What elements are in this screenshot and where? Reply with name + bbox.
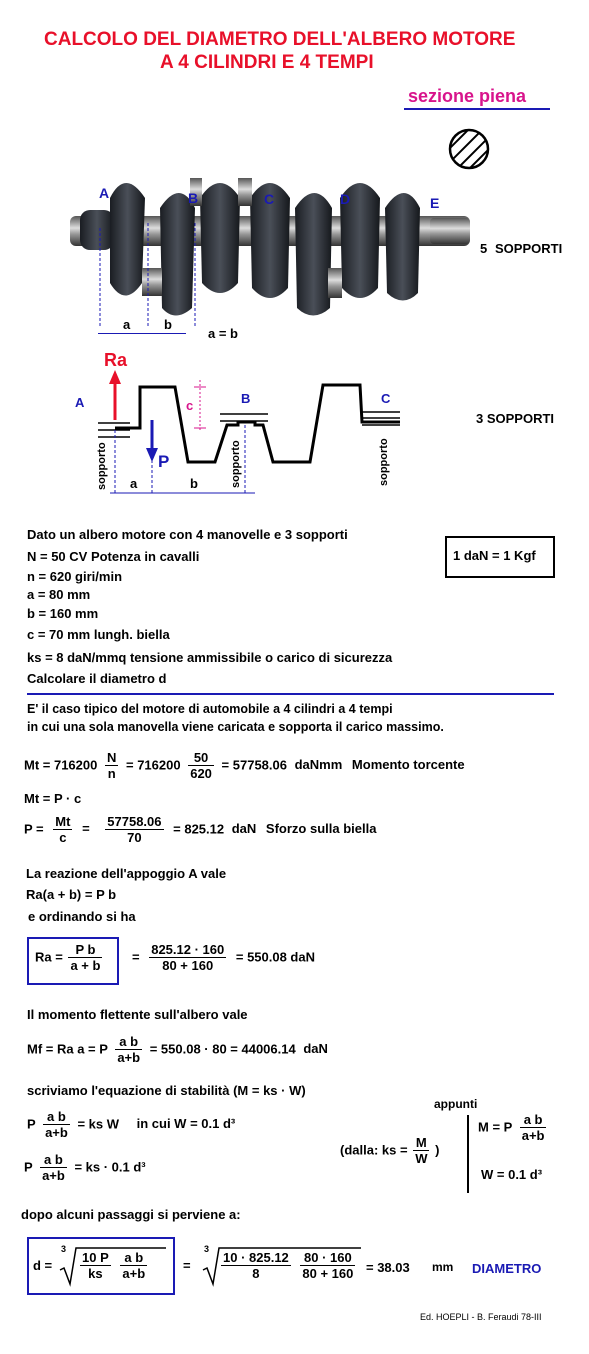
photo-dim-a: a [123,317,131,332]
p-den1: c [59,830,67,845]
schema-support-a: sopporto [96,442,108,490]
stab1-cui: in cui W = 0.1 d³ [136,1116,236,1132]
p-formula [24,814,376,846]
mt-num1: N [106,750,117,765]
ra-den: a + b [70,958,101,973]
photo-label-e: E [430,195,440,211]
d-d3: 8 [252,1266,260,1281]
given-line: n = 620 giri/min [27,569,123,584]
mt-unit: daNmm [294,757,343,773]
conversion-text: 1 daN = 1 Kgf [453,548,536,563]
mt-den1: n [107,766,116,781]
mt-den2: 620 [190,766,212,781]
stab1-den: a+b [45,1125,68,1140]
stab-title: scriviamo l'equazione di stabilità (M = ks · W) [27,1083,306,1098]
schema-label-c: C [381,391,391,406]
notes-num: M [413,1135,429,1151]
d-n3: 10 · 825.12 [223,1250,289,1265]
mf-num: a b [115,1034,142,1050]
schema-support-c: sopporto [378,438,390,486]
photo-dim-b: b [164,317,172,332]
given-line: b = 160 mm [27,606,99,621]
schema-ra: Ra [104,350,128,370]
section-label: sezione piena [408,86,527,106]
d-root-index: 3 [61,1244,67,1254]
notes-m-den: a+b [521,1128,545,1143]
p-desc: Sforzo sulla biella [265,821,377,837]
p-num1: Mt [55,814,71,829]
stab2-p: P [24,1159,33,1175]
schema-label-b: B [241,391,251,406]
stab1-rhs: = ks W [77,1116,119,1132]
d-n1: 10 P [82,1250,109,1265]
d-unit: mm [432,1260,454,1274]
given-line: a = 80 mm [27,587,91,602]
mt-eq2: = 716200 [126,757,181,773]
mt-num2: 50 [188,750,214,766]
photo-label-b: B [188,190,199,206]
photo-label-d: D [340,191,351,207]
after-text: dopo alcuni passaggi si perviene a: [21,1207,241,1222]
notes-m [478,1112,546,1144]
ra-calc [132,942,315,974]
page-title-line2: A 4 CILINDRI E 4 TEMPI [160,52,374,73]
mf-formula [27,1034,328,1066]
schema-label-a: A [75,395,85,410]
notes-dalla [340,1135,439,1167]
ra-lhs: Ra = [35,949,63,965]
schema-support-b: sopporto [230,440,242,488]
stab1-formula [27,1109,235,1141]
p-num2: 57758.06 [107,814,162,829]
p-lhs: P = [24,821,44,837]
page-title-line1: CALCOLO DEL DIAMETRO DELL'ALBERO MOTORE [44,29,516,50]
divider [27,693,554,695]
photo-supports-count: 5 [480,241,488,256]
ra-result: = 550.08 daN [235,949,315,965]
footer: Ed. HOEPLI - B. Feraudi 78-III [420,1312,542,1322]
d-eq: = [183,1258,191,1273]
notes-dalla-text: (dalla: ks = [340,1142,408,1158]
ra-eq: = [132,949,140,965]
d-lhs: d = [33,1258,53,1273]
photo-dim-line [98,333,186,334]
notes-m-lhs: M = P [478,1119,513,1135]
photo-label-a: A [99,185,110,201]
schema-c: c [186,398,194,413]
stab1-num: a b [43,1109,70,1125]
p-den2: 70 [127,830,142,845]
reaction-line2: Ra(a + b) = P b [26,887,117,902]
notes-m-num: a b [520,1112,547,1128]
mt-lhs: Mt = 716200 [24,757,98,773]
d-n4: 80 · 160 [300,1250,355,1266]
stab2-den: a+b [42,1168,65,1183]
schema-p: P [158,452,170,471]
d-n2: a b [120,1250,147,1266]
solid-section-icon [444,126,494,172]
d-result: = 38.03 [366,1260,410,1275]
ra-num2: 825.12 · 160 [151,942,225,957]
intro-text-1: E' il caso tipico del motore di automobile a 4 cilindri a 4 tempi [27,702,393,716]
notes-den: W [415,1151,428,1166]
d-d1: ks [88,1266,103,1281]
given-line: Calcolare il diametro d [27,671,167,686]
mt2-formula: Mt = P · c [24,791,82,806]
d-root-index-2: 3 [204,1244,210,1254]
photo-supports: SOPPORTI [495,241,563,256]
mt-result: = 57758.06 [221,757,287,773]
stab1-p: P [27,1116,36,1132]
given-line: c = 70 mm lungh. biella [27,627,170,642]
load-schema [90,350,420,500]
d-label: DIAMETRO [472,1261,542,1276]
given-intro: Dato un albero motore con 4 manovelle e 3 sopporti [27,527,348,542]
stab2-formula [24,1152,146,1184]
given-line: N = 50 CV Potenza in cavalli [27,549,200,564]
given-line: ks = 8 daN/mmq tensione ammissibile o carico di sicurezza [27,650,393,665]
photo-label-c: C [264,191,275,207]
notes-divider [467,1115,469,1193]
schema-supports: 3 SOPPORTI [476,411,555,426]
d-radicand [80,1250,147,1282]
schema-dim-b: b [190,476,198,491]
mf-result: = 550.08 · 80 = 44006.14 [149,1041,296,1057]
reaction-line3: e ordinando si ha [28,909,136,924]
intro-text-2: in cui una sola manovella viene caricata e sopporta il carico massimo. [27,720,444,734]
mt-formula [24,750,465,782]
d-radicand-2 [221,1250,355,1282]
crankshaft-photo [70,168,480,328]
p-eq: = [82,821,90,837]
d-d2: a+b [122,1266,146,1281]
notes-w: W = 0.1 d³ [481,1167,543,1182]
schema-dim-a: a [130,476,138,491]
mt-desc: Momento torcente [351,757,465,773]
reaction-line1: La reazione dell'appoggio A vale [26,866,227,881]
section-underline [404,108,550,110]
stab2-rhs: = ks · 0.1 d³ [74,1159,146,1175]
photo-a-eq-b: a = b [208,326,238,341]
ra-den2: 80 + 160 [162,958,214,973]
ra-num: P b [68,942,102,958]
notes-close: ) [435,1142,440,1158]
stab2-num: a b [40,1152,67,1168]
ra-formula [35,942,102,974]
mf-title: Il momento flettente sull'albero vale [27,1007,248,1022]
notes-title: appunti [434,1097,478,1111]
mf-unit: daN [303,1041,328,1057]
p-unit: daN [231,821,257,837]
p-result: = 825.12 [173,821,225,837]
mf-den: a+b [117,1050,141,1065]
mf-lhs: Mf = Ra a = P [27,1041,108,1057]
d-d4: 80 + 160 [302,1266,354,1281]
